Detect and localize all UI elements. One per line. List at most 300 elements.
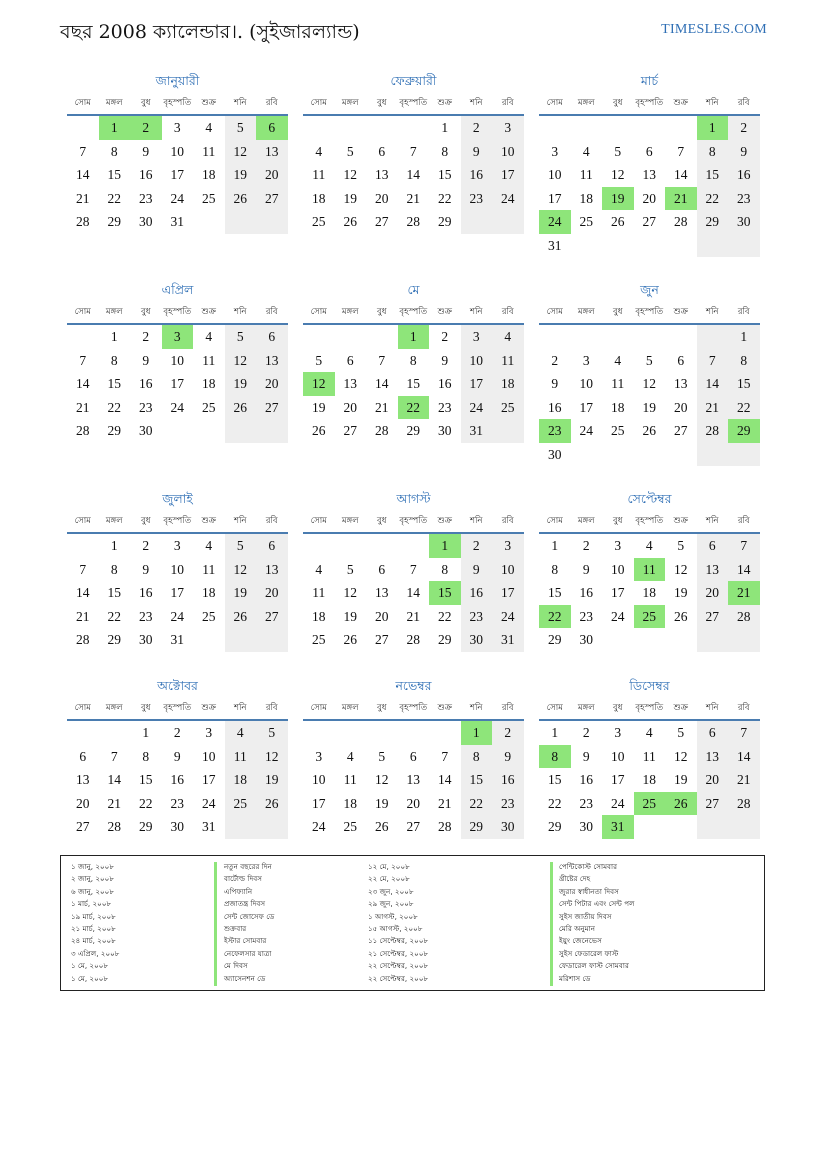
day-cell[interactable]: 23 [492,792,524,816]
day-cell[interactable]: 7 [728,721,760,745]
day-cell[interactable]: 28 [76,632,90,647]
day-cell[interactable]: 23 [728,187,760,211]
day-cell[interactable]: 12 [225,558,257,582]
day-cell[interactable]: 15 [548,772,562,787]
day-cell[interactable]: 25 [634,792,666,816]
day-cell[interactable]: 28 [406,214,420,229]
day-cell[interactable]: 1 [398,325,430,349]
day-cell[interactable]: 11 [579,167,593,182]
day-cell[interactable]: 13 [256,349,288,373]
day-cell[interactable]: 29 [548,632,562,647]
day-cell[interactable]: 28 [728,792,760,816]
day-cell[interactable]: 22 [107,190,121,206]
day-cell[interactable]: 8 [551,561,559,577]
day-cell[interactable]: 16 [139,167,153,182]
day-cell[interactable]: 15 [406,376,420,391]
day-cell[interactable]: 21 [76,190,90,206]
day-cell[interactable]: 2 [728,116,760,140]
day-cell[interactable]: 16 [579,585,593,600]
day-cell[interactable]: 27 [76,819,90,834]
day-cell[interactable]: 25 [634,605,666,629]
day-cell[interactable]: 2 [582,538,590,553]
day-cell[interactable]: 28 [438,819,452,834]
day-cell[interactable]: 3 [614,538,622,553]
day-cell[interactable]: 20 [256,163,288,187]
day-cell[interactable]: 21 [76,608,90,624]
day-cell[interactable]: 14 [438,772,452,787]
day-cell[interactable]: 27 [343,423,357,438]
day-cell[interactable]: 16 [461,163,493,187]
day-cell[interactable]: 26 [375,819,389,834]
day-cell[interactable]: 5 [315,352,323,368]
day-cell[interactable]: 14 [375,376,389,391]
day-cell[interactable]: 25 [611,423,625,438]
day-cell[interactable]: 17 [170,167,184,182]
day-cell[interactable]: 1 [551,538,559,553]
day-cell[interactable]: 4 [614,352,622,368]
day-cell[interactable]: 24 [492,605,524,629]
day-cell[interactable]: 22 [107,399,121,415]
day-cell[interactable]: 19 [312,399,326,415]
day-cell[interactable]: 14 [76,585,90,600]
day-cell[interactable]: 13 [642,167,656,182]
day-cell[interactable]: 30 [139,214,153,229]
day-cell[interactable]: 31 [170,632,184,647]
day-cell[interactable]: 30 [170,819,184,834]
day-cell[interactable]: 15 [107,167,121,182]
day-cell[interactable]: 29 [548,819,562,834]
day-cell[interactable]: 14 [674,167,688,182]
day-cell[interactable]: 6 [677,352,685,368]
day-cell[interactable]: 16 [728,163,760,187]
day-cell[interactable]: 4 [225,721,257,745]
day-cell[interactable]: 18 [642,772,656,787]
day-cell[interactable]: 23 [539,419,571,443]
day-cell[interactable]: 29 [728,419,760,443]
day-cell[interactable]: 4 [205,329,213,344]
day-cell[interactable]: 26 [225,187,257,211]
day-cell[interactable]: 18 [202,376,216,391]
day-cell[interactable]: 24 [170,399,184,415]
day-cell[interactable]: 16 [579,772,593,787]
day-cell[interactable]: 1 [110,538,118,553]
day-cell[interactable]: 5 [225,325,257,349]
day-cell[interactable]: 8 [110,561,118,577]
day-cell[interactable]: 27 [697,792,729,816]
day-cell[interactable]: 12 [256,745,288,769]
day-cell[interactable]: 14 [728,558,760,582]
day-cell[interactable]: 9 [142,561,150,577]
day-cell[interactable]: 1 [697,116,729,140]
day-cell[interactable]: 20 [256,581,288,605]
day-cell[interactable]: 3 [205,725,213,740]
day-cell[interactable]: 31 [548,237,562,253]
day-cell[interactable]: 27 [674,423,688,438]
day-cell[interactable]: 3 [492,534,524,558]
day-cell[interactable]: 3 [551,143,559,159]
day-cell[interactable]: 10 [579,376,593,391]
day-cell[interactable]: 19 [674,585,688,600]
day-cell[interactable]: 7 [409,143,417,159]
day-cell[interactable]: 26 [312,423,326,438]
day-cell[interactable]: 3 [173,120,181,135]
day-cell[interactable]: 23 [461,605,493,629]
day-cell[interactable]: 1 [461,721,493,745]
day-cell[interactable]: 7 [110,748,118,764]
day-cell[interactable]: 21 [728,581,760,605]
day-cell[interactable]: 18 [642,585,656,600]
day-cell[interactable]: 12 [642,376,656,391]
day-cell[interactable]: 22 [539,605,571,629]
day-cell[interactable]: 22 [728,396,760,420]
day-cell[interactable]: 11 [312,167,326,182]
day-cell[interactable]: 3 [173,538,181,553]
day-cell[interactable]: 23 [579,608,593,624]
day-cell[interactable]: 10 [170,143,184,159]
day-cell[interactable]: 9 [582,561,590,577]
day-cell[interactable]: 19 [602,187,634,211]
day-cell[interactable]: 11 [634,558,666,582]
day-cell[interactable]: 3 [492,116,524,140]
day-cell[interactable]: 17 [492,163,524,187]
day-cell[interactable]: 18 [202,585,216,600]
day-cell[interactable]: 2 [441,329,449,344]
day-cell[interactable]: 13 [375,585,389,600]
day-cell[interactable]: 8 [110,143,118,159]
day-cell[interactable]: 10 [611,561,625,577]
day-cell[interactable]: 20 [76,795,90,811]
day-cell[interactable]: 18 [343,795,357,811]
day-cell[interactable]: 25 [202,399,216,415]
day-cell[interactable]: 26 [225,396,257,420]
day-cell[interactable]: 1 [441,120,449,135]
day-cell[interactable]: 18 [579,190,593,206]
day-cell[interactable]: 2 [130,116,162,140]
day-cell[interactable]: 19 [225,581,257,605]
day-cell[interactable]: 10 [611,748,625,764]
day-cell[interactable]: 13 [256,140,288,164]
day-cell[interactable]: 22 [548,795,562,811]
day-cell[interactable]: 2 [582,725,590,740]
day-cell[interactable]: 4 [492,325,524,349]
day-cell[interactable]: 17 [202,772,216,787]
day-cell[interactable]: 24 [539,210,571,234]
day-cell[interactable]: 1 [551,725,559,740]
day-cell[interactable]: 24 [170,608,184,624]
day-cell[interactable]: 11 [312,585,326,600]
day-cell[interactable]: 12 [674,748,688,764]
day-cell[interactable]: 25 [312,632,326,647]
day-cell[interactable]: 24 [170,190,184,206]
day-cell[interactable]: 17 [492,581,524,605]
day-cell[interactable]: 10 [202,748,216,764]
day-cell[interactable]: 3 [315,748,323,764]
day-cell[interactable]: 5 [677,725,685,740]
day-cell[interactable]: 9 [728,140,760,164]
day-cell[interactable]: 28 [406,632,420,647]
day-cell[interactable]: 10 [492,558,524,582]
day-cell[interactable]: 24 [611,608,625,624]
day-cell[interactable]: 16 [492,768,524,792]
day-cell[interactable]: 13 [375,167,389,182]
day-cell[interactable]: 15 [728,372,760,396]
day-cell[interactable]: 5 [346,561,354,577]
day-cell[interactable]: 23 [461,187,493,211]
day-cell[interactable]: 7 [409,561,417,577]
day-cell[interactable]: 29 [139,819,153,834]
day-cell[interactable]: 22 [139,795,153,811]
day-cell[interactable]: 22 [438,190,452,206]
day-cell[interactable]: 30 [579,819,593,834]
day-cell[interactable]: 17 [548,190,562,206]
day-cell[interactable]: 11 [611,376,625,391]
day-cell[interactable]: 20 [642,190,656,206]
day-cell[interactable]: 9 [461,558,493,582]
day-cell[interactable]: 1 [429,534,461,558]
day-cell[interactable]: 30 [438,423,452,438]
day-cell[interactable]: 10 [548,167,562,182]
day-cell[interactable]: 22 [438,608,452,624]
day-cell[interactable]: 12 [225,140,257,164]
day-cell[interactable]: 21 [665,187,697,211]
day-cell[interactable]: 19 [375,795,389,811]
day-cell[interactable]: 11 [202,352,216,368]
day-cell[interactable]: 27 [375,632,389,647]
day-cell[interactable]: 8 [441,143,449,159]
day-cell[interactable]: 17 [170,376,184,391]
day-cell[interactable]: 31 [170,214,184,229]
day-cell[interactable]: 24 [202,795,216,811]
day-cell[interactable]: 6 [409,748,417,764]
day-cell[interactable]: 2 [492,721,524,745]
day-cell[interactable]: 2 [551,352,559,368]
day-cell[interactable]: 22 [697,187,729,211]
day-cell[interactable]: 17 [579,399,593,415]
day-cell[interactable]: 25 [579,214,593,229]
day-cell[interactable]: 29 [107,423,121,438]
day-cell[interactable]: 11 [202,561,216,577]
day-cell[interactable]: 16 [438,376,452,391]
day-cell[interactable]: 24 [579,423,593,438]
day-cell[interactable]: 28 [76,214,90,229]
day-cell[interactable]: 25 [312,214,326,229]
day-cell[interactable]: 8 [110,352,118,368]
day-cell[interactable]: 18 [312,608,326,624]
day-cell[interactable]: 15 [461,768,493,792]
day-cell[interactable]: 19 [642,399,656,415]
day-cell[interactable]: 6 [256,325,288,349]
day-cell[interactable]: 17 [611,772,625,787]
day-cell[interactable]: 27 [642,214,656,229]
day-cell[interactable]: 2 [142,329,150,344]
day-cell[interactable]: 14 [76,167,90,182]
day-cell[interactable]: 12 [674,561,688,577]
day-cell[interactable]: 4 [315,561,323,577]
day-cell[interactable]: 6 [256,116,288,140]
day-cell[interactable]: 19 [225,163,257,187]
day-cell[interactable]: 5 [256,721,288,745]
day-cell[interactable]: 24 [611,795,625,811]
day-cell[interactable]: 6 [645,143,653,159]
day-cell[interactable]: 28 [375,423,389,438]
day-cell[interactable]: 14 [76,376,90,391]
day-cell[interactable]: 11 [492,349,524,373]
day-cell[interactable]: 5 [645,352,653,368]
day-cell[interactable]: 29 [438,632,452,647]
day-cell[interactable]: 8 [441,561,449,577]
day-cell[interactable]: 1 [110,329,118,344]
day-cell[interactable]: 25 [202,608,216,624]
day-cell[interactable]: 13 [674,376,688,391]
day-cell[interactable]: 16 [548,399,562,415]
day-cell[interactable]: 6 [256,534,288,558]
day-cell[interactable]: 19 [225,372,257,396]
day-cell[interactable]: 3 [162,325,194,349]
day-cell[interactable]: 4 [582,143,590,159]
day-cell[interactable]: 8 [697,140,729,164]
day-cell[interactable]: 24 [461,396,493,420]
day-cell[interactable]: 13 [343,376,357,391]
day-cell[interactable]: 22 [398,396,430,420]
day-cell[interactable]: 24 [312,819,326,834]
day-cell[interactable]: 4 [346,748,354,764]
day-cell[interactable]: 15 [139,772,153,787]
day-cell[interactable]: 20 [375,608,389,624]
day-cell[interactable]: 4 [205,120,213,135]
day-cell[interactable]: 2 [461,534,493,558]
day-cell[interactable]: 30 [139,632,153,647]
day-cell[interactable]: 9 [492,745,524,769]
day-cell[interactable]: 9 [173,748,181,764]
day-cell[interactable]: 5 [614,143,622,159]
day-cell[interactable]: 27 [375,214,389,229]
day-cell[interactable]: 5 [677,538,685,553]
day-cell[interactable]: 30 [461,628,493,652]
day-cell[interactable]: 17 [461,372,493,396]
day-cell[interactable]: 2 [173,725,181,740]
day-cell[interactable]: 4 [645,725,653,740]
day-cell[interactable]: 4 [645,538,653,553]
day-cell[interactable]: 8 [539,745,571,769]
day-cell[interactable]: 21 [438,795,452,811]
day-cell[interactable]: 7 [378,352,386,368]
day-cell[interactable]: 31 [492,628,524,652]
day-cell[interactable]: 9 [142,352,150,368]
day-cell[interactable]: 14 [697,372,729,396]
day-cell[interactable]: 13 [256,558,288,582]
day-cell[interactable]: 7 [677,143,685,159]
day-cell[interactable]: 21 [697,396,729,420]
day-cell[interactable]: 11 [225,745,257,769]
day-cell[interactable]: 25 [492,396,524,420]
day-cell[interactable]: 21 [406,608,420,624]
day-cell[interactable]: 21 [76,399,90,415]
day-cell[interactable]: 7 [441,748,449,764]
day-cell[interactable]: 6 [697,721,729,745]
day-cell[interactable]: 5 [346,143,354,159]
day-cell[interactable]: 3 [614,725,622,740]
day-cell[interactable]: 12 [343,585,357,600]
day-cell[interactable]: 20 [256,372,288,396]
day-cell[interactable]: 8 [461,745,493,769]
day-cell[interactable]: 23 [139,190,153,206]
day-cell[interactable]: 26 [225,605,257,629]
day-cell[interactable]: 10 [170,561,184,577]
day-cell[interactable]: 5 [225,116,257,140]
day-cell[interactable]: 12 [303,372,335,396]
day-cell[interactable]: 28 [697,419,729,443]
day-cell[interactable]: 15 [548,585,562,600]
day-cell[interactable]: 26 [256,792,288,816]
day-cell[interactable]: 7 [79,143,87,159]
day-cell[interactable]: 11 [642,748,656,764]
day-cell[interactable]: 6 [79,748,87,764]
day-cell[interactable]: 15 [697,163,729,187]
day-cell[interactable]: 9 [551,376,559,391]
day-cell[interactable]: 16 [461,581,493,605]
day-cell[interactable]: 13 [697,745,729,769]
day-cell[interactable]: 27 [406,819,420,834]
day-cell[interactable]: 16 [170,772,184,787]
day-cell[interactable]: 12 [375,772,389,787]
day-cell[interactable]: 2 [461,116,493,140]
day-cell[interactable]: 28 [76,423,90,438]
day-cell[interactable]: 26 [611,214,625,229]
day-cell[interactable]: 9 [142,143,150,159]
day-cell[interactable]: 9 [461,140,493,164]
day-cell[interactable]: 5 [378,748,386,764]
day-cell[interactable]: 3 [582,352,590,368]
day-cell[interactable]: 14 [728,745,760,769]
day-cell[interactable]: 17 [170,585,184,600]
day-cell[interactable]: 10 [492,140,524,164]
day-cell[interactable]: 4 [315,143,323,159]
day-cell[interactable]: 20 [674,399,688,415]
site-brand[interactable]: TIMESLES.COM [661,22,767,37]
day-cell[interactable]: 17 [611,585,625,600]
day-cell[interactable]: 29 [406,423,420,438]
day-cell[interactable]: 27 [256,187,288,211]
day-cell[interactable]: 22 [461,792,493,816]
day-cell[interactable]: 15 [438,167,452,182]
day-cell[interactable]: 3 [461,325,493,349]
day-cell[interactable]: 8 [142,748,150,764]
day-cell[interactable]: 6 [378,561,386,577]
day-cell[interactable]: 7 [79,352,87,368]
day-cell[interactable]: 30 [728,210,760,234]
day-cell[interactable]: 21 [107,795,121,811]
day-cell[interactable]: 1 [728,325,760,349]
day-cell[interactable]: 13 [76,772,90,787]
day-cell[interactable]: 29 [107,632,121,647]
day-cell[interactable]: 8 [409,352,417,368]
day-cell[interactable]: 29 [697,210,729,234]
day-cell[interactable]: 15 [107,585,121,600]
day-cell[interactable]: 28 [674,214,688,229]
day-cell[interactable]: 21 [375,399,389,415]
day-cell[interactable]: 21 [728,768,760,792]
day-cell[interactable]: 16 [139,376,153,391]
day-cell[interactable]: 30 [579,632,593,647]
day-cell[interactable]: 19 [343,190,357,206]
day-cell[interactable]: 20 [697,581,729,605]
day-cell[interactable]: 18 [225,768,257,792]
day-cell[interactable]: 20 [697,768,729,792]
day-cell[interactable]: 23 [170,795,184,811]
day-cell[interactable]: 26 [642,423,656,438]
day-cell[interactable]: 15 [429,581,461,605]
day-cell[interactable]: 18 [202,167,216,182]
